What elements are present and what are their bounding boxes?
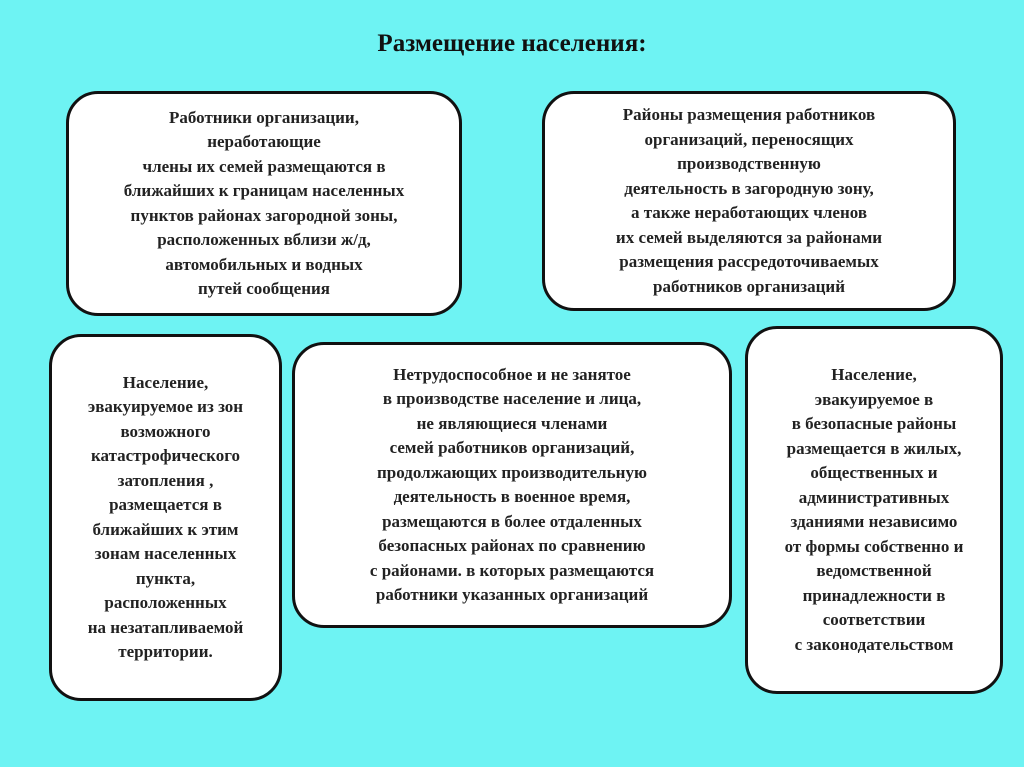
box-text-line: территории. <box>118 642 213 661</box>
box-safe-area-evacuees <box>745 326 1003 694</box>
box-text-line: катастрофического <box>90 446 241 465</box>
box-text-line: административных <box>798 487 950 507</box>
box-text-line: от формы собственно и <box>784 536 964 556</box>
box-text-line: в безопасные районы <box>791 414 957 433</box>
box-relocated-organizations <box>542 91 956 311</box>
box-text-line: Нетрудоспособное и не занятое <box>393 364 631 384</box>
box-text-line: с районами. в которых размещаются <box>369 560 655 580</box>
box-text-line: работники указанных организаций <box>375 585 649 604</box>
box-text-line: расположенных <box>104 593 227 612</box>
box-text-line: соответствии <box>822 610 926 629</box>
box-text-line: неработающие <box>207 132 321 151</box>
box-text-line: автомобильных и водных <box>165 254 363 274</box>
box-text-line: ближайших к этим <box>92 519 239 539</box>
box-text-line: зданиями независимо <box>790 512 958 531</box>
box-text-line: в производстве население и лица, <box>382 389 642 408</box>
box-non-working-population <box>292 342 732 628</box>
box-text-line: работников организаций <box>652 276 845 296</box>
box-text-line: принадлежности в <box>802 585 946 605</box>
box-text-line: эвакуируемое в <box>814 389 934 409</box>
page-title: Размещение населения: <box>377 30 647 57</box>
box-text-line: семей работников организаций, <box>389 438 635 457</box>
box-text-line: на незатапливаемой <box>87 617 244 637</box>
box-text-line: Население, <box>122 372 209 392</box>
box-text-line: их семей выделяются за районами <box>615 227 883 247</box>
box-text-line: деятельность в военное время, <box>393 487 631 506</box>
box-text-line: эвакуируемое из зон <box>87 397 244 416</box>
box-text-line: Работники организации, <box>169 107 359 127</box>
box-text-line: пунктов районах загородной зоны, <box>130 205 398 225</box>
box-text-line: расположенных вблизи ж/д, <box>157 230 371 249</box>
box-text-line: зонам населенных <box>94 544 237 563</box>
box-text-line: члены их семей размещаются в <box>142 156 386 176</box>
box-text-line: размещаются в более отдаленных <box>382 511 642 531</box>
box-text-line: производственную <box>677 154 821 173</box>
box-text-line: путей сообщения <box>198 279 330 298</box>
box-text-line: ближайших к границам населенных <box>123 181 405 200</box>
box-text-line: размещается в <box>109 495 222 514</box>
box-text-line: деятельность в загородную зону, <box>624 178 874 198</box>
box-text-line: общественных и <box>810 463 938 482</box>
box-text-line: Население, <box>831 365 917 384</box>
box-text-line: затопления , <box>117 470 214 490</box>
box-flood-evacuees <box>49 334 282 701</box>
box-text-line: организаций, переносящих <box>644 129 854 149</box>
box-text-line: а также неработающих членов <box>630 203 868 222</box>
box-text-line: возможного <box>120 421 211 441</box>
box-text-line: размещается в жилых, <box>786 438 962 458</box>
box-workers-placement <box>66 91 462 316</box>
box-text-line: ведомственной <box>816 561 932 580</box>
box-text-line: продолжающих производительную <box>377 462 647 482</box>
box-text-line: пункта, <box>135 568 196 588</box>
box-text-line: с законодательством <box>794 634 954 654</box>
box-text-line: размещения рассредоточиваемых <box>619 252 879 271</box>
box-text-line: не являющиеся членами <box>416 413 608 433</box>
box-text-line: безопасных районах по сравнению <box>378 536 646 555</box>
box-text-line: Районы размещения работников <box>622 105 876 124</box>
